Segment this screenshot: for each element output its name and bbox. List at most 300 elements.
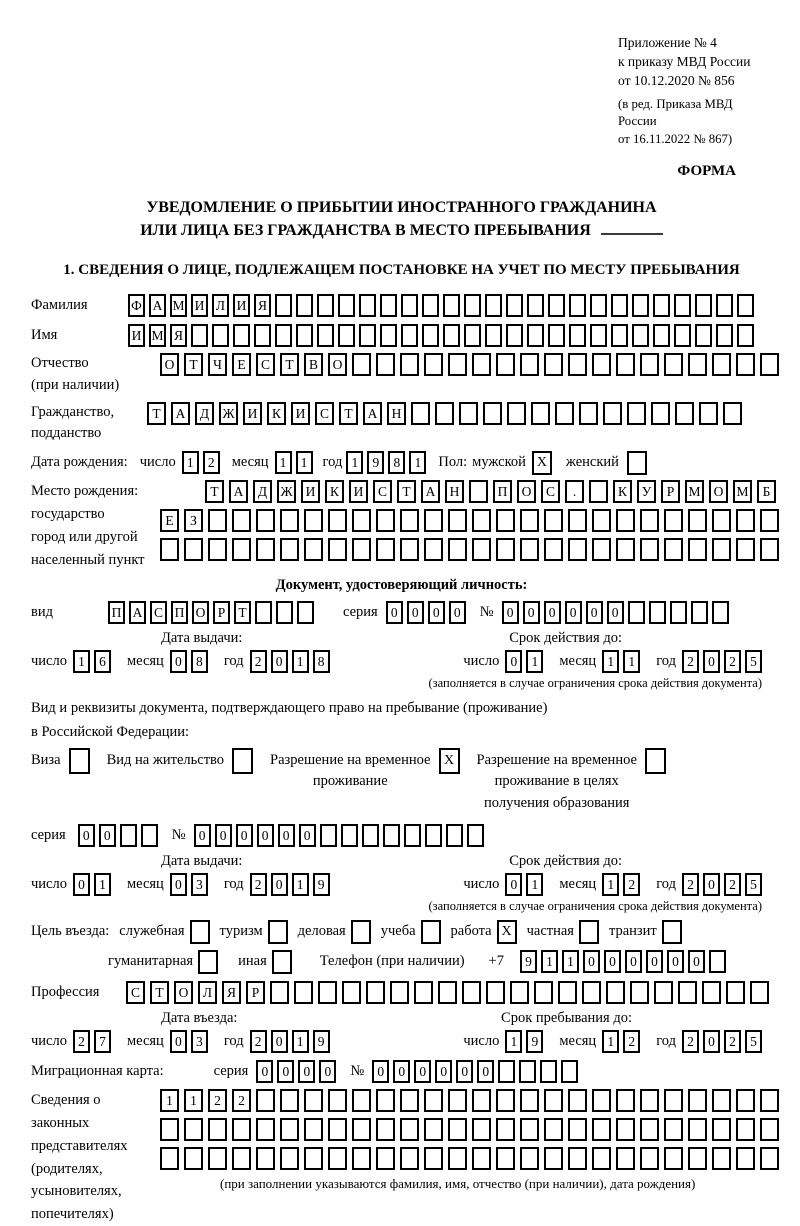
char-box[interactable] — [760, 1089, 779, 1112]
char-box[interactable] — [531, 402, 550, 425]
char-box[interactable]: 0 — [586, 601, 603, 624]
char-box[interactable]: В — [304, 353, 323, 376]
char-box[interactable] — [304, 538, 323, 561]
char-box[interactable] — [592, 1118, 611, 1141]
char-box[interactable] — [664, 1147, 683, 1170]
char-box[interactable]: А — [421, 480, 440, 503]
char-box[interactable] — [496, 509, 515, 532]
char-box[interactable]: П — [493, 480, 512, 503]
char-box[interactable]: Т — [150, 981, 169, 1004]
char-box[interactable]: Т — [280, 353, 299, 376]
char-box[interactable] — [424, 353, 443, 376]
char-box[interactable]: И — [233, 294, 250, 317]
char-box[interactable] — [712, 1089, 731, 1112]
char-box[interactable]: О — [160, 353, 179, 376]
char-box[interactable] — [400, 538, 419, 561]
char-box[interactable]: К — [613, 480, 632, 503]
char-box[interactable] — [276, 601, 293, 624]
char-box[interactable] — [627, 402, 646, 425]
char-box[interactable] — [760, 1118, 779, 1141]
char-box[interactable] — [712, 538, 731, 561]
char-box[interactable] — [695, 324, 712, 347]
char-box[interactable] — [548, 324, 565, 347]
char-box[interactable]: 2 — [682, 650, 699, 673]
char-box[interactable] — [401, 324, 418, 347]
char-box[interactable]: Т — [184, 353, 203, 376]
char-box[interactable]: 0 — [646, 950, 663, 973]
char-box[interactable]: О — [174, 981, 193, 1004]
char-box[interactable]: 2 — [724, 1030, 741, 1053]
char-box[interactable] — [328, 1089, 347, 1112]
char-box[interactable]: Д — [195, 402, 214, 425]
char-box[interactable]: А — [149, 294, 166, 317]
char-box[interactable] — [695, 294, 712, 317]
char-box[interactable] — [448, 538, 467, 561]
char-box[interactable] — [438, 981, 457, 1004]
char-box[interactable] — [232, 1118, 251, 1141]
char-box[interactable]: 1 — [623, 650, 640, 673]
char-box[interactable]: Ж — [277, 480, 296, 503]
char-box[interactable] — [653, 294, 670, 317]
char-box[interactable] — [376, 538, 395, 561]
char-box[interactable] — [425, 824, 442, 847]
char-box[interactable] — [446, 824, 463, 847]
char-box[interactable]: Ф — [128, 294, 145, 317]
char-box[interactable] — [294, 981, 313, 1004]
char-box[interactable] — [296, 294, 313, 317]
char-box[interactable] — [632, 324, 649, 347]
char-box[interactable] — [366, 981, 385, 1004]
char-box[interactable]: С — [256, 353, 275, 376]
char-box[interactable]: 1 — [505, 1030, 522, 1053]
char-box[interactable]: 0 — [170, 650, 187, 673]
char-box[interactable]: 5 — [745, 1030, 762, 1053]
char-box[interactable]: 0 — [667, 950, 684, 973]
char-box[interactable] — [654, 981, 673, 1004]
char-box[interactable]: И — [349, 480, 368, 503]
char-box[interactable] — [736, 538, 755, 561]
char-box[interactable] — [616, 509, 635, 532]
char-box[interactable] — [664, 1089, 683, 1112]
char-box[interactable] — [472, 353, 491, 376]
char-box[interactable] — [699, 402, 718, 425]
char-box[interactable]: 0 — [565, 601, 582, 624]
char-box[interactable] — [400, 1089, 419, 1112]
char-box[interactable]: 0 — [477, 1060, 494, 1083]
char-box[interactable] — [208, 538, 227, 561]
char-box[interactable] — [184, 1118, 203, 1141]
char-box[interactable] — [670, 601, 687, 624]
char-box[interactable] — [184, 1147, 203, 1170]
temp-residence-checkbox[interactable]: X — [439, 748, 460, 774]
char-box[interactable] — [568, 509, 587, 532]
char-box[interactable] — [640, 1147, 659, 1170]
char-box[interactable] — [664, 538, 683, 561]
purpose-transit-checkbox[interactable] — [662, 920, 682, 944]
char-box[interactable] — [640, 1118, 659, 1141]
char-box[interactable] — [592, 353, 611, 376]
char-box[interactable] — [208, 509, 227, 532]
char-box[interactable]: С — [373, 480, 392, 503]
char-box[interactable] — [519, 1060, 536, 1083]
char-box[interactable]: 2 — [724, 650, 741, 673]
char-box[interactable] — [191, 324, 208, 347]
char-box[interactable] — [359, 324, 376, 347]
char-box[interactable]: 0 — [298, 1060, 315, 1083]
char-box[interactable] — [709, 950, 726, 973]
char-box[interactable]: С — [541, 480, 560, 503]
char-box[interactable]: 1 — [160, 1089, 179, 1112]
char-box[interactable]: 0 — [544, 601, 561, 624]
char-box[interactable] — [760, 353, 779, 376]
char-box[interactable]: 0 — [428, 601, 445, 624]
char-box[interactable] — [297, 601, 314, 624]
char-box[interactable] — [640, 538, 659, 561]
char-box[interactable]: Е — [232, 353, 251, 376]
char-box[interactable]: 0 — [703, 650, 720, 673]
char-box[interactable] — [628, 601, 645, 624]
purpose-other-checkbox[interactable] — [272, 950, 292, 974]
char-box[interactable]: К — [325, 480, 344, 503]
char-box[interactable]: К — [267, 402, 286, 425]
char-box[interactable]: 2 — [623, 1030, 640, 1053]
char-box[interactable] — [674, 294, 691, 317]
char-box[interactable]: 2 — [203, 451, 220, 474]
char-box[interactable]: 6 — [94, 650, 111, 673]
char-box[interactable] — [390, 981, 409, 1004]
char-box[interactable] — [352, 509, 371, 532]
char-box[interactable]: О — [192, 601, 209, 624]
char-box[interactable]: И — [243, 402, 262, 425]
char-box[interactable] — [275, 294, 292, 317]
char-box[interactable] — [120, 824, 137, 847]
char-box[interactable] — [527, 294, 544, 317]
char-box[interactable] — [414, 981, 433, 1004]
char-box[interactable]: 1 — [73, 650, 90, 673]
char-box[interactable] — [736, 353, 755, 376]
char-box[interactable] — [411, 402, 430, 425]
purpose-humanitarian-checkbox[interactable] — [198, 950, 218, 974]
char-box[interactable]: 1 — [602, 873, 619, 896]
char-box[interactable] — [688, 1118, 707, 1141]
char-box[interactable]: Т — [205, 480, 224, 503]
char-box[interactable] — [342, 981, 361, 1004]
char-box[interactable] — [232, 538, 251, 561]
char-box[interactable] — [496, 1089, 515, 1112]
char-box[interactable] — [472, 509, 491, 532]
char-box[interactable] — [544, 538, 563, 561]
char-box[interactable] — [256, 509, 275, 532]
char-box[interactable]: 0 — [386, 601, 403, 624]
char-box[interactable]: И — [191, 294, 208, 317]
char-box[interactable] — [712, 353, 731, 376]
char-box[interactable]: О — [328, 353, 347, 376]
char-box[interactable] — [404, 824, 421, 847]
char-box[interactable]: 9 — [526, 1030, 543, 1053]
char-box[interactable] — [496, 1147, 515, 1170]
char-box[interactable] — [376, 353, 395, 376]
char-box[interactable]: 9 — [367, 451, 384, 474]
char-box[interactable]: З — [184, 509, 203, 532]
char-box[interactable]: 0 — [393, 1060, 410, 1083]
char-box[interactable] — [448, 1089, 467, 1112]
char-box[interactable]: 0 — [583, 950, 600, 973]
char-box[interactable]: 2 — [208, 1089, 227, 1112]
char-box[interactable] — [304, 1118, 323, 1141]
char-box[interactable] — [640, 1089, 659, 1112]
char-box[interactable] — [603, 402, 622, 425]
char-box[interactable] — [160, 1118, 179, 1141]
char-box[interactable] — [256, 1118, 275, 1141]
char-box[interactable] — [568, 1147, 587, 1170]
char-box[interactable] — [304, 1147, 323, 1170]
char-box[interactable] — [544, 1147, 563, 1170]
char-box[interactable] — [472, 1147, 491, 1170]
char-box[interactable]: 9 — [313, 873, 330, 896]
char-box[interactable]: 1 — [94, 873, 111, 896]
char-box[interactable]: 2 — [623, 873, 640, 896]
char-box[interactable]: 1 — [526, 650, 543, 673]
char-box[interactable] — [688, 1147, 707, 1170]
char-box[interactable] — [380, 294, 397, 317]
char-box[interactable] — [579, 402, 598, 425]
char-box[interactable]: 0 — [703, 873, 720, 896]
char-box[interactable] — [561, 1060, 578, 1083]
char-box[interactable] — [544, 1089, 563, 1112]
char-box[interactable] — [304, 509, 323, 532]
char-box[interactable] — [424, 509, 443, 532]
char-box[interactable] — [424, 1118, 443, 1141]
char-box[interactable] — [424, 1147, 443, 1170]
char-box[interactable] — [208, 1147, 227, 1170]
purpose-official-checkbox[interactable] — [190, 920, 210, 944]
char-box[interactable]: С — [126, 981, 145, 1004]
char-box[interactable] — [592, 538, 611, 561]
char-box[interactable] — [485, 294, 502, 317]
purpose-private-checkbox[interactable] — [579, 920, 599, 944]
char-box[interactable] — [592, 509, 611, 532]
char-box[interactable] — [736, 1147, 755, 1170]
char-box[interactable] — [352, 353, 371, 376]
char-box[interactable] — [716, 294, 733, 317]
char-box[interactable] — [750, 981, 769, 1004]
char-box[interactable]: 0 — [73, 873, 90, 896]
char-box[interactable] — [640, 353, 659, 376]
char-box[interactable] — [723, 402, 742, 425]
char-box[interactable] — [568, 353, 587, 376]
char-box[interactable]: 9 — [313, 1030, 330, 1053]
char-box[interactable] — [435, 402, 454, 425]
char-box[interactable] — [569, 324, 586, 347]
char-box[interactable] — [233, 324, 250, 347]
char-box[interactable] — [376, 1147, 395, 1170]
char-box[interactable] — [737, 294, 754, 317]
char-box[interactable] — [448, 353, 467, 376]
char-box[interactable] — [506, 324, 523, 347]
char-box[interactable]: М — [685, 480, 704, 503]
purpose-business-checkbox[interactable] — [351, 920, 371, 944]
char-box[interactable] — [568, 1089, 587, 1112]
char-box[interactable] — [424, 538, 443, 561]
char-box[interactable]: М — [733, 480, 752, 503]
char-box[interactable] — [422, 324, 439, 347]
visa-checkbox[interactable] — [69, 748, 90, 774]
char-box[interactable] — [254, 324, 271, 347]
char-box[interactable] — [498, 1060, 515, 1083]
char-box[interactable] — [376, 509, 395, 532]
char-box[interactable] — [400, 1118, 419, 1141]
char-box[interactable] — [688, 538, 707, 561]
char-box[interactable] — [280, 538, 299, 561]
char-box[interactable] — [548, 294, 565, 317]
char-box[interactable] — [362, 824, 379, 847]
char-box[interactable]: 0 — [502, 601, 519, 624]
char-box[interactable] — [256, 538, 275, 561]
char-box[interactable] — [688, 353, 707, 376]
char-box[interactable]: Р — [213, 601, 230, 624]
char-box[interactable] — [544, 1118, 563, 1141]
char-box[interactable]: 0 — [523, 601, 540, 624]
char-box[interactable] — [520, 538, 539, 561]
char-box[interactable] — [383, 824, 400, 847]
purpose-work-checkbox[interactable]: X — [497, 920, 517, 944]
char-box[interactable] — [568, 538, 587, 561]
char-box[interactable]: 1 — [602, 650, 619, 673]
char-box[interactable] — [424, 1089, 443, 1112]
char-box[interactable]: 3 — [191, 1030, 208, 1053]
purpose-tourism-checkbox[interactable] — [268, 920, 288, 944]
char-box[interactable] — [328, 509, 347, 532]
char-box[interactable]: 0 — [319, 1060, 336, 1083]
char-box[interactable]: 2 — [232, 1089, 251, 1112]
char-box[interactable]: 0 — [703, 1030, 720, 1053]
char-box[interactable] — [702, 981, 721, 1004]
char-box[interactable] — [651, 402, 670, 425]
char-box[interactable] — [400, 1147, 419, 1170]
char-box[interactable] — [616, 1089, 635, 1112]
char-box[interactable]: Р — [661, 480, 680, 503]
char-box[interactable]: 0 — [271, 1030, 288, 1053]
char-box[interactable]: 2 — [682, 873, 699, 896]
char-box[interactable] — [737, 324, 754, 347]
char-box[interactable]: 5 — [745, 650, 762, 673]
char-box[interactable] — [534, 981, 553, 1004]
char-box[interactable]: 1 — [292, 650, 309, 673]
char-box[interactable] — [352, 538, 371, 561]
char-box[interactable] — [712, 601, 729, 624]
char-box[interactable]: 1 — [562, 950, 579, 973]
char-box[interactable]: 1 — [184, 1089, 203, 1112]
char-box[interactable] — [359, 294, 376, 317]
char-box[interactable] — [255, 601, 272, 624]
char-box[interactable] — [664, 1118, 683, 1141]
char-box[interactable] — [510, 981, 529, 1004]
char-box[interactable] — [674, 324, 691, 347]
char-box[interactable]: Я — [170, 324, 187, 347]
char-box[interactable] — [317, 294, 334, 317]
char-box[interactable] — [616, 353, 635, 376]
char-box[interactable] — [338, 294, 355, 317]
char-box[interactable]: 0 — [372, 1060, 389, 1083]
char-box[interactable]: 2 — [682, 1030, 699, 1053]
char-box[interactable] — [520, 509, 539, 532]
char-box[interactable] — [736, 1089, 755, 1112]
char-box[interactable] — [469, 480, 488, 503]
char-box[interactable]: Р — [246, 981, 265, 1004]
char-box[interactable]: 1 — [275, 451, 292, 474]
char-box[interactable] — [472, 1089, 491, 1112]
char-box[interactable] — [328, 1118, 347, 1141]
char-box[interactable] — [590, 324, 607, 347]
char-box[interactable] — [678, 981, 697, 1004]
char-box[interactable]: 0 — [215, 824, 232, 847]
char-box[interactable]: Е — [160, 509, 179, 532]
char-box[interactable] — [320, 824, 337, 847]
char-box[interactable]: 1 — [409, 451, 426, 474]
char-box[interactable] — [592, 1089, 611, 1112]
char-box[interactable] — [611, 294, 628, 317]
char-box[interactable] — [256, 1147, 275, 1170]
char-box[interactable] — [341, 824, 358, 847]
char-box[interactable]: Ч — [208, 353, 227, 376]
char-box[interactable] — [616, 1147, 635, 1170]
char-box[interactable] — [592, 1147, 611, 1170]
char-box[interactable] — [184, 538, 203, 561]
char-box[interactable] — [691, 601, 708, 624]
char-box[interactable]: М — [170, 294, 187, 317]
char-box[interactable] — [208, 1118, 227, 1141]
char-box[interactable] — [712, 1118, 731, 1141]
char-box[interactable] — [459, 402, 478, 425]
char-box[interactable]: 0 — [449, 601, 466, 624]
char-box[interactable] — [520, 1118, 539, 1141]
char-box[interactable] — [256, 1089, 275, 1112]
char-box[interactable]: 0 — [256, 1060, 273, 1083]
char-box[interactable] — [544, 353, 563, 376]
char-box[interactable] — [649, 601, 666, 624]
char-box[interactable]: П — [171, 601, 188, 624]
char-box[interactable] — [296, 324, 313, 347]
char-box[interactable] — [318, 981, 337, 1004]
char-box[interactable] — [280, 1089, 299, 1112]
char-box[interactable] — [448, 1147, 467, 1170]
char-box[interactable] — [736, 1118, 755, 1141]
char-box[interactable]: 2 — [250, 873, 267, 896]
char-box[interactable] — [688, 509, 707, 532]
char-box[interactable]: 1 — [182, 451, 199, 474]
char-box[interactable] — [726, 981, 745, 1004]
char-box[interactable] — [653, 324, 670, 347]
char-box[interactable] — [736, 509, 755, 532]
char-box[interactable]: 2 — [250, 1030, 267, 1053]
char-box[interactable] — [352, 1147, 371, 1170]
char-box[interactable] — [664, 509, 683, 532]
char-box[interactable] — [160, 1147, 179, 1170]
char-box[interactable]: 0 — [607, 601, 624, 624]
char-box[interactable]: А — [229, 480, 248, 503]
char-box[interactable]: 3 — [191, 873, 208, 896]
char-box[interactable] — [462, 981, 481, 1004]
char-box[interactable]: И — [291, 402, 310, 425]
char-box[interactable] — [496, 353, 515, 376]
char-box[interactable]: 7 — [94, 1030, 111, 1053]
char-box[interactable]: 1 — [292, 1030, 309, 1053]
char-box[interactable] — [317, 324, 334, 347]
char-box[interactable] — [507, 402, 526, 425]
char-box[interactable]: . — [565, 480, 584, 503]
char-box[interactable]: 5 — [745, 873, 762, 896]
char-box[interactable]: Н — [387, 402, 406, 425]
